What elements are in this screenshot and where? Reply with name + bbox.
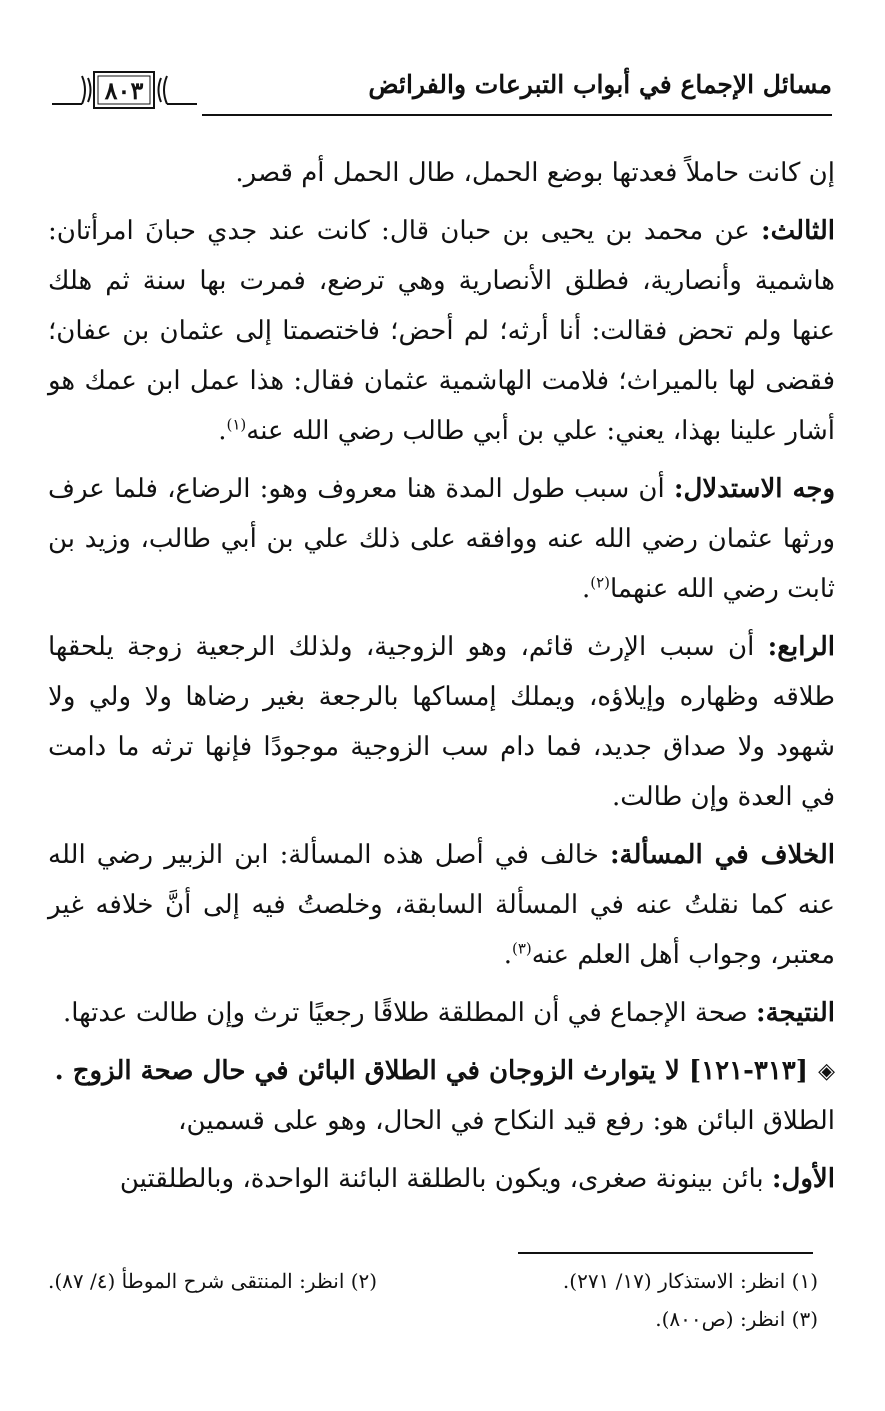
paragraph-8 [48, 1154, 835, 1204]
header-title: مسائل الإجماع في أبواب التبرعات والفرائض [368, 70, 832, 99]
paragraph-8-text: بائن بينونة صغرى، ويكون بالطلقة البائنة الواحدة، وبالطلقتين [119, 1164, 772, 1194]
paragraph-3-label: وجه الاستدلال: [673, 474, 836, 504]
main-text [48, 148, 835, 1212]
footnotes [48, 1262, 818, 1338]
page-header [52, 62, 832, 112]
issue-heading [48, 1046, 835, 1096]
paragraph-1: إن كانت حاملاً فعدتها بوضع الحمل، طال الحمل أم قصر. [235, 158, 835, 188]
paragraph-5-text: خالف في أصل هذه المسألة: ابن الزبير رضي الله عنه كما نقلتُ عنه في المسألة السابقة، وخلصتُ فيه إلى أنَّ خلافه غير معتبر، وجواب أهل العلم عنه [48, 840, 835, 970]
paragraph-6-label: النتيجة: [755, 998, 835, 1028]
paragraph-3: وجه الاستدلال: أن سبب طول المدة هنا معروف وهو: الرضاع، فلما عرف ورثها عثمان رضي الله عنه ووافقه على ذلك علي بن أبي طالب، وزيد بن ثابت رضي الله عنهما$^{(٢)}$. [48, 474, 836, 604]
footnote-1: (١) انظر: الاستذكار (١٧/ ٢٧١). [562, 1269, 818, 1293]
footnote-ref-2: (٢) [590, 573, 610, 592]
page-number: ٨٠٣ [104, 76, 144, 105]
paragraph-8-label: الأول: [771, 1164, 835, 1194]
paragraph-4-text: أن سبب الإرث قائم، وهو الزوجية، ولذلك الرجعية زوجة يلحقها طلاقه وظهاره وإيلاؤه، ويملك إمساكها بالرجعة بغير رضاها ولا ولي ولا شهود ولا صداق جديد، فما دام سب الزوجية موجودًا فإنها ترثه ما دامت في العدة وإن طالت. [48, 632, 835, 812]
page-number-ornament [52, 62, 197, 118]
paragraph-7: الطلاق البائن هو: رفع قيد النكاح في الحال، وهو على قسمين، [178, 1106, 835, 1136]
footnote-ref-3: (٣) [511, 939, 532, 958]
footnote-row [48, 1262, 818, 1300]
issue-heading-text: [٣١٣-١٢١] لا يتوارث الزوجان في الطلاق البائن في حال صحة الزوج . [54, 1056, 809, 1086]
footnote-2: (٢) انظر: المنتقى شرح الموطأ (٤/ ٨٧). [48, 1269, 378, 1293]
paragraph-5: الخلاف في المسألة: خالف في أصل هذه المسألة: ابن الزبير رضي الله عنه كما نقلتُ عنه في المسألة السابقة، وخلصتُ فيه إلى أنَّ خلافه غير معتبر، وجواب أهل العلم عنه$^{(٣)}$. [48, 840, 835, 970]
paragraph-6-text: صحة الإجماع في أن المطلقة طلاقًا رجعيًا ترث وإن طالت عدتها. [62, 998, 756, 1028]
paragraph-2: الثالث: عن محمد بن يحيى بن حبان قال: كانت عند جدي حبانَ امرأتان: هاشمية وأنصارية، فطلق الأنصارية وهي ترضع، فمرت بها سنة ثم هلك عنها ولم تحض فقالت: أنا أرثه؛ لم أحض؛ فاختصمتا إلى عثمان بن عفان؛ فقضى لها بالميراث؛ فلامت الهاشمية عثمان فقال: هذا عمل ابن عمك هو أشار علينا بهذا، يعني: علي بن أبي طالب رضي الله عنه$^{(١)}$. [48, 216, 835, 446]
footnote-row [48, 1300, 818, 1338]
paragraph-6 [48, 988, 835, 1038]
paragraph-4-label: الرابع: [767, 632, 835, 662]
footnote-3: (٣) انظر: (ص٨٠٠). [655, 1307, 818, 1331]
paragraph-2-label: الثالث: [761, 216, 835, 246]
footnote-ref-1: (١) [226, 415, 247, 434]
paragraph-4 [48, 622, 835, 822]
footnote-separator [518, 1252, 813, 1254]
paragraph-5-label: الخلاف في المسألة: [609, 840, 835, 870]
diamond-bullet-icon: ◈ [818, 1058, 835, 1084]
paragraph-3-text: أن سبب طول المدة هنا معروف وهو: الرضاع، فلما عرف ورثها عثمان رضي الله عنه ووافقه على ذلك علي بن أبي طالب، وزيد بن ثابت رضي الله عنهما [48, 474, 835, 604]
header-rule [202, 114, 832, 116]
paragraph-2-text: عن محمد بن يحيى بن حبان قال: كانت عند جدي حبانَ امرأتان: هاشمية وأنصارية، فطلق الأنصارية وهي ترضع، فمرت بها سنة ثم هلك عنها ولم تحض فقالت: أنا أرثه؛ لم أحض؛ فاختصمتا إلى عثمان بن عفان؛ فقضى لها بالميراث؛ فلامت الهاشمية عثمان فقال: هذا عمل ابن عمك هو أشار علينا بهذا، يعني: علي بن أبي طالب رضي الله عنه [48, 216, 835, 446]
